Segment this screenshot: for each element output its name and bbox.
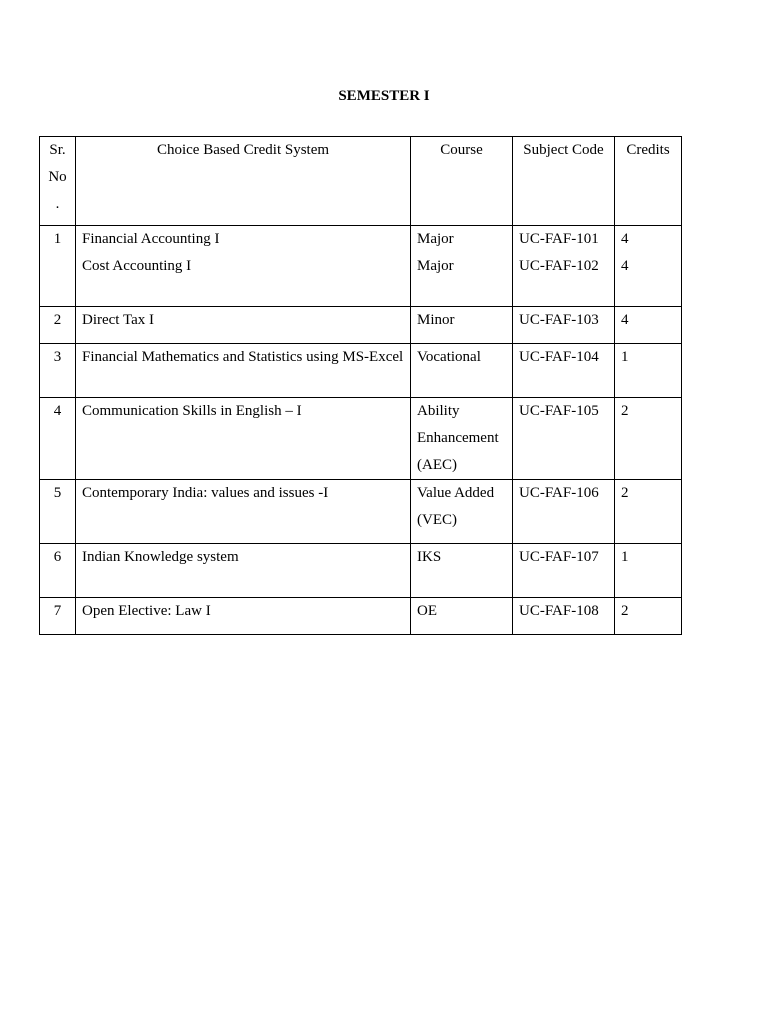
subject-code: UC-FAF-104 <box>513 344 615 398</box>
header-sr-no <box>40 137 76 226</box>
credit-value: 1 <box>615 544 682 598</box>
course-type: (AEC) <box>417 457 457 473</box>
header-sr-no-line: No <box>48 169 67 185</box>
course-type: Vocational <box>411 344 513 398</box>
credit-value: 4 <box>615 307 682 344</box>
table-row <box>40 544 682 598</box>
subject-name: Direct Tax I <box>76 307 411 344</box>
subject-name: Financial Accounting I <box>82 231 220 247</box>
subject-name: Contemporary India: values and issues -I <box>76 480 411 544</box>
course-type: Major <box>417 258 454 274</box>
row-number: 7 <box>40 598 76 635</box>
row-number: 5 <box>40 480 76 544</box>
subject-code: UC-FAF-102 <box>519 258 599 274</box>
subject-name: Cost Accounting I <box>82 258 192 274</box>
header-sr-no-line: . <box>55 196 60 212</box>
table-row <box>40 398 682 480</box>
credit-value: 2 <box>615 598 682 635</box>
subject-cell <box>76 226 411 307</box>
header-sr-no-line: Sr. <box>49 142 66 158</box>
credit-value: 4 <box>621 258 629 274</box>
credit-value: 4 <box>621 231 629 247</box>
credit-value: 1 <box>615 344 682 398</box>
course-type: (VEC) <box>417 512 457 528</box>
table-row <box>40 307 682 344</box>
table-row <box>40 598 682 635</box>
row-number: 6 <box>40 544 76 598</box>
course-type: OE <box>411 598 513 635</box>
course-cell <box>411 480 513 544</box>
table-row <box>40 226 682 307</box>
subject-code: UC-FAF-107 <box>513 544 615 598</box>
header-cbcs: Choice Based Credit System <box>76 137 411 226</box>
course-type: Value Added <box>417 485 495 501</box>
subject-name: Financial Mathematics and Statistics using MS-Excel <box>76 344 411 398</box>
row-number: 2 <box>40 307 76 344</box>
subject-code: UC-FAF-106 <box>513 480 615 544</box>
semester-table <box>39 136 682 635</box>
course-type: Minor <box>411 307 513 344</box>
subject-code: UC-FAF-103 <box>513 307 615 344</box>
course-type: Enhancement <box>417 430 499 446</box>
subject-name: Open Elective: Law I <box>76 598 411 635</box>
header-course: Course <box>411 137 513 226</box>
course-type: Major <box>417 231 454 247</box>
credit-value: 2 <box>615 398 682 480</box>
subject-name: Indian Knowledge system <box>76 544 411 598</box>
course-type: Ability <box>417 403 460 419</box>
subject-name: Communication Skills in English – I <box>76 398 411 480</box>
credits-cell <box>615 226 682 307</box>
table-header-row <box>40 137 682 226</box>
table-row <box>40 344 682 398</box>
course-cell <box>411 398 513 480</box>
subject-code: UC-FAF-101 <box>519 231 599 247</box>
subject-code: UC-FAF-108 <box>513 598 615 635</box>
page-title: SEMESTER I <box>338 88 430 104</box>
credit-value: 2 <box>615 480 682 544</box>
code-cell <box>513 226 615 307</box>
course-type: IKS <box>411 544 513 598</box>
course-cell <box>411 226 513 307</box>
table-row <box>40 480 682 544</box>
header-subject-code: Subject Code <box>513 137 615 226</box>
subject-code: UC-FAF-105 <box>513 398 615 480</box>
row-number: 4 <box>40 398 76 480</box>
row-number: 1 <box>40 226 76 307</box>
header-credits: Credits <box>615 137 682 226</box>
row-number: 3 <box>40 344 76 398</box>
